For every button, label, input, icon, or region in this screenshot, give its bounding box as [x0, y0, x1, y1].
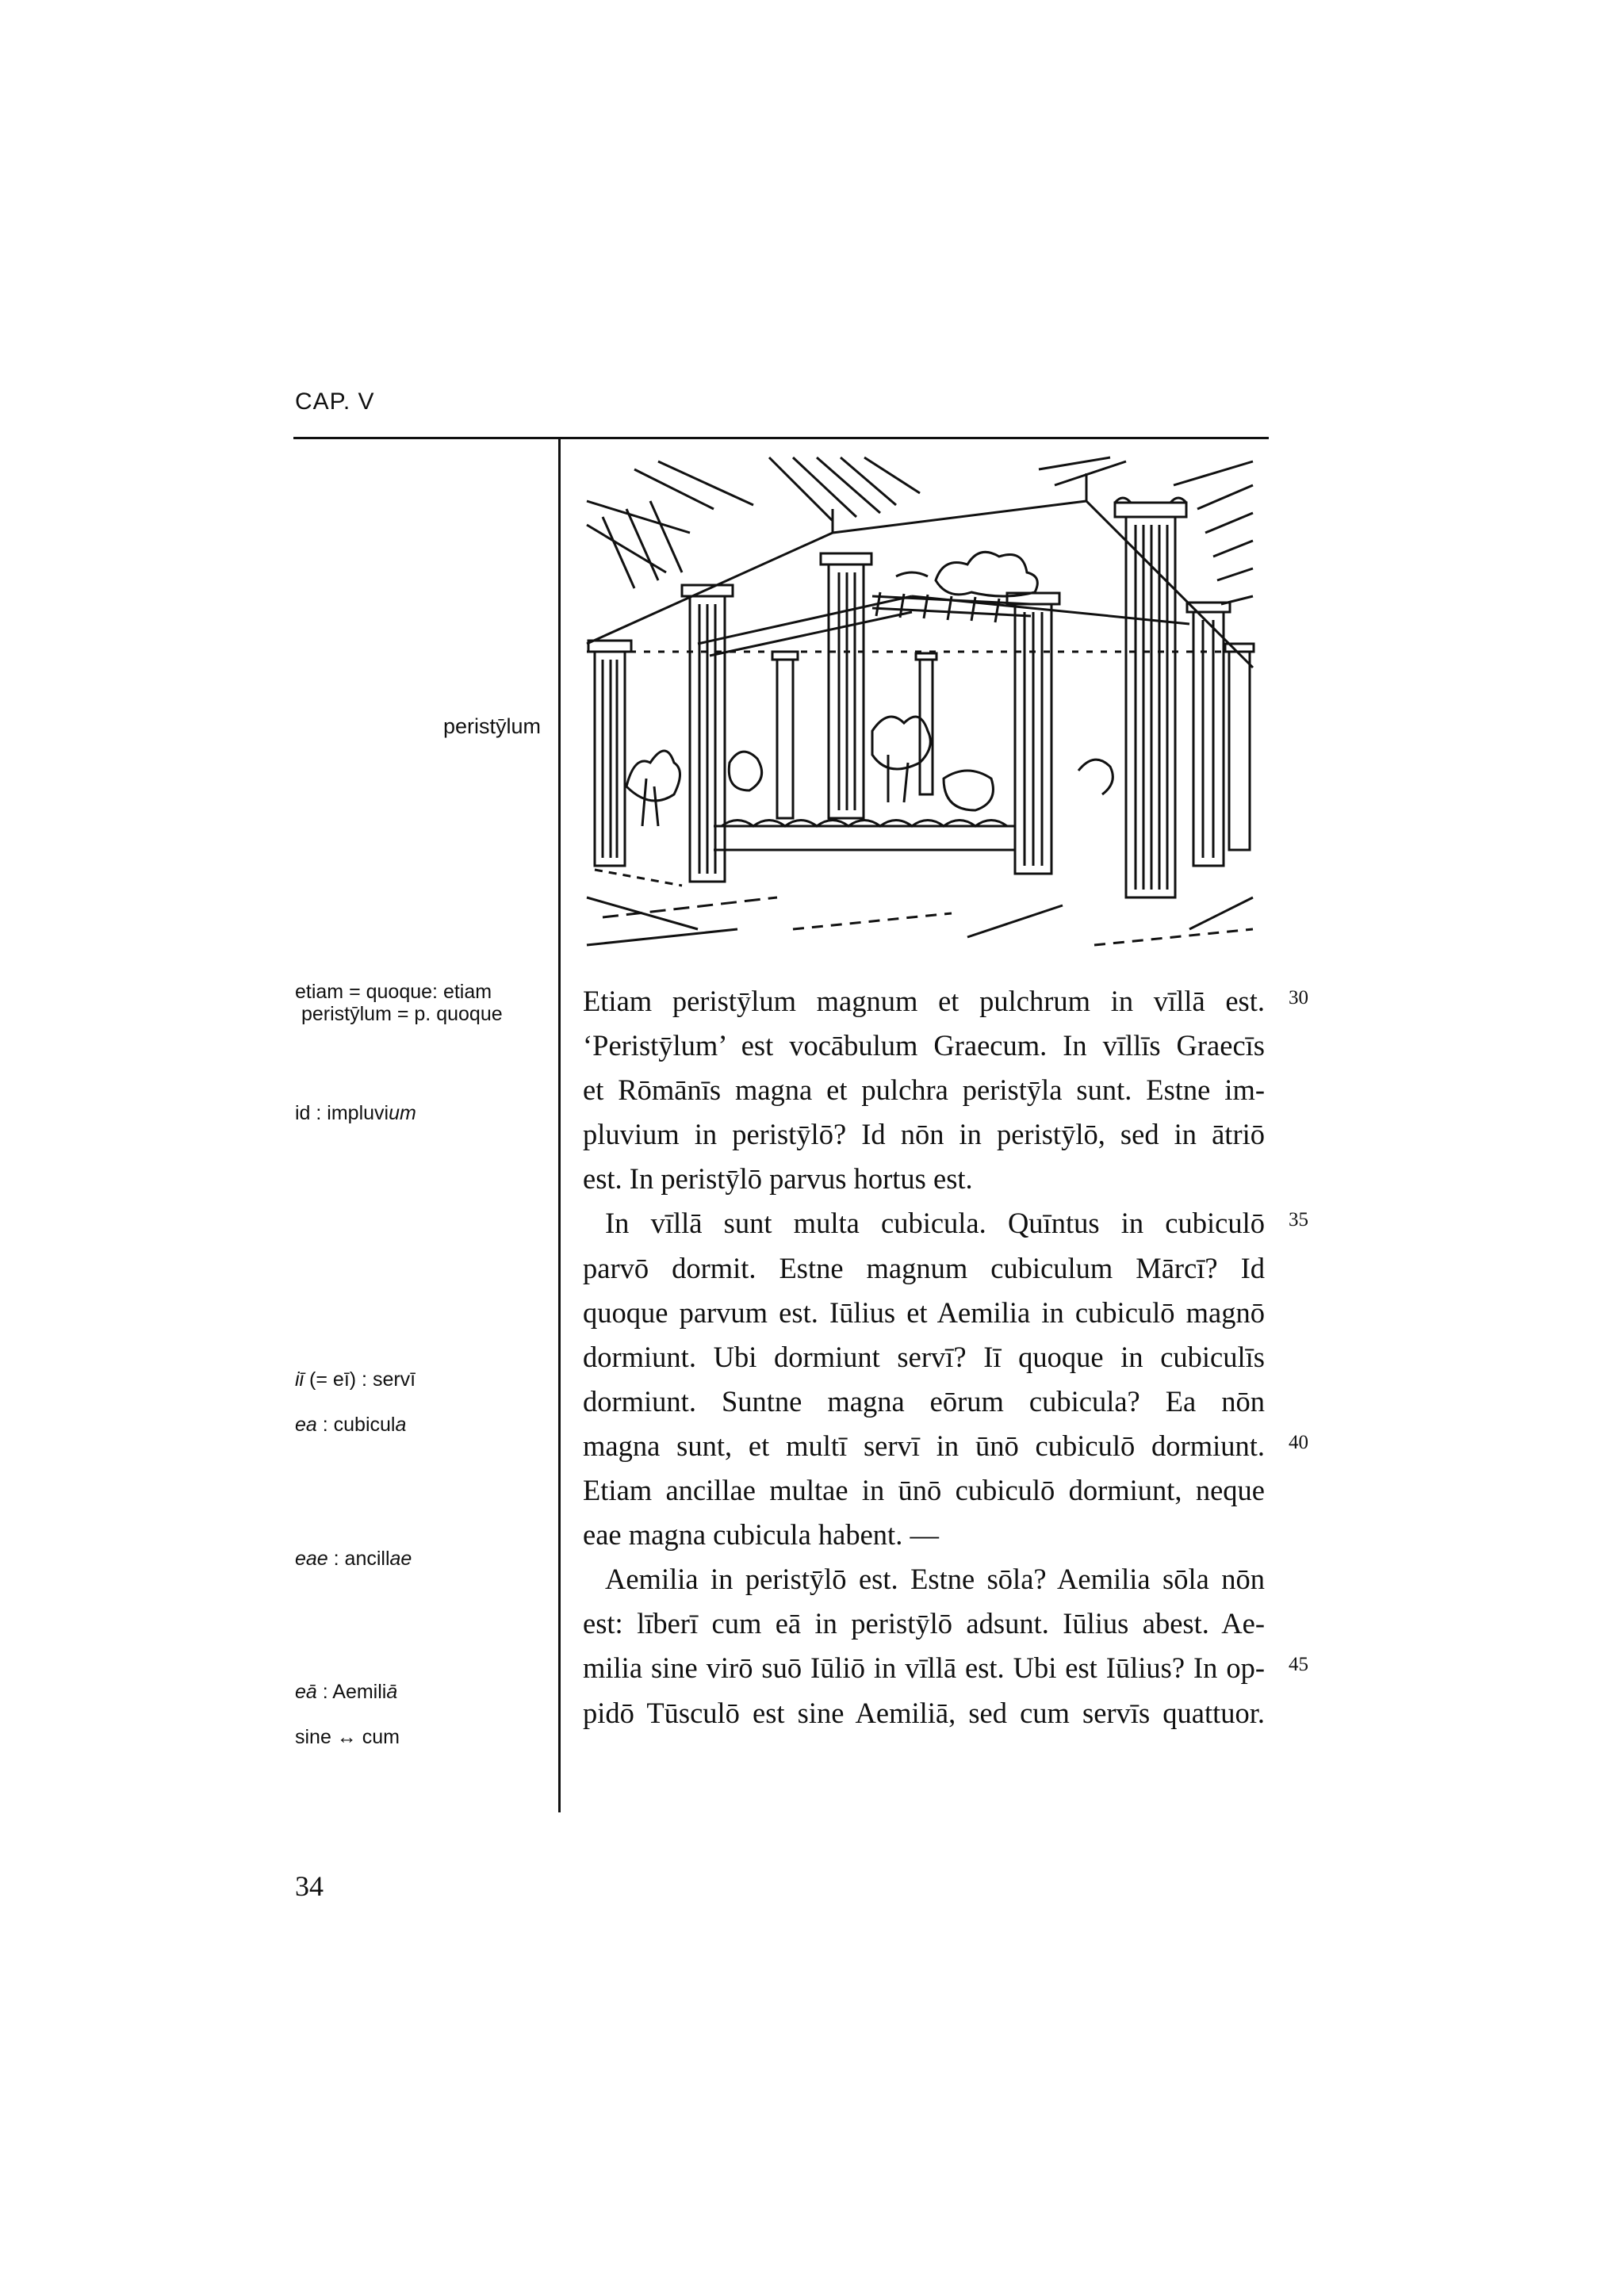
margin-note-eaabl-pronoun: eā: [295, 1681, 317, 1703]
text-line: dormiunt. Suntne magna eōrum cubicula? Ea nōn: [583, 1384, 1265, 1418]
text-line: pidō Tūsculō est sine Aemiliā, sed cum servīs quattuor.: [583, 1696, 1265, 1729]
text-line: Etiam peristȳlum magnum et pulchrum in vīllā est.: [583, 985, 1265, 1017]
margin-note-etiam-line2: peristȳlum = p. quoque: [301, 1003, 503, 1025]
text-line: est. In peristȳlō parvus hortus est.: [583, 1162, 973, 1196]
text-line: quoque parvum est. Iūlius et Aemilia in cubiculō magnō: [583, 1295, 1265, 1329]
text-line: parvō dormit. Estne magnum cubiculum Mārcī? Id: [583, 1251, 1265, 1284]
peristyle-illustration: [571, 453, 1269, 969]
margin-note-eae-ending: ae: [389, 1548, 412, 1570]
margin-note-ea-ablative: [295, 1681, 397, 1703]
text-line: Aemilia in peristȳlō est. Estne sōla? Aemilia sōla nōn: [605, 1563, 1265, 1596]
text-line: et Rōmānīs magna et pulchra peristȳla sunt. Estne im-: [583, 1073, 1265, 1107]
line-number: 30: [1289, 987, 1308, 1008]
margin-note-eae-text: : ancill: [327, 1548, 390, 1570]
text-line: Etiam ancillae multae in ūnō cubiculō dormiunt, neque: [583, 1474, 1265, 1507]
margin-note-ea-ending: a: [395, 1414, 407, 1436]
text-line: magna sunt, et multī servī in ūnō cubiculō dormiunt.: [583, 1429, 1265, 1462]
line-number: 40: [1289, 1432, 1308, 1453]
text-line: In vīllā sunt multa cubicula. Quīntus in cubiculō: [605, 1207, 1265, 1240]
reading-passage: [583, 979, 1265, 1735]
text-line: ‘Peristȳlum’ est vocābulum Graecum. In vīllīs Graecīs: [583, 1029, 1265, 1062]
margin-note-sine: sine ↔ cum: [295, 1726, 400, 1748]
margin-note-ii-pronoun: iī: [295, 1368, 304, 1391]
margin-note-ea-text: : cubicul: [316, 1414, 396, 1436]
margin-note-id: [295, 1102, 416, 1124]
margin-note-eae: [295, 1548, 412, 1570]
margin-note-eaabl-ending: ā: [386, 1681, 398, 1703]
margin-note-ea: [295, 1414, 406, 1436]
margin-note-ii: [295, 1368, 416, 1391]
line-number: 35: [1289, 1209, 1308, 1230]
text-line: pluvium in peristȳlō? Id nōn in peristȳlō, sed in ātriō: [583, 1118, 1265, 1151]
margin-note-ii-text: (= eī) : servī: [304, 1368, 416, 1391]
text-line: eae magna cubicula habent. —: [583, 1518, 939, 1552]
text-line: milia sine virō suō Iūliō in vīllā est. Ubi est Iūlius? In op-: [583, 1651, 1265, 1685]
margin-note-eae-pronoun: eae: [295, 1548, 328, 1570]
margin-note-etiam-line1: etiam = quoque: etiam: [295, 981, 492, 1003]
margin-note-eaabl-text: : Aemili: [316, 1681, 387, 1703]
column-divider: [558, 437, 561, 1812]
margin-note-id-ending: um: [389, 1102, 416, 1124]
margin-note-ea-pronoun: ea: [295, 1414, 317, 1436]
text-line: dormiunt. Ubi dormiunt servī? Iī quoque in cubiculīs: [583, 1340, 1265, 1373]
text-line: est: līberī cum eā in peristȳlō adsunt. Iūlius abest. Ae-: [583, 1607, 1265, 1640]
margin-note-id-text: id : impluvi: [295, 1102, 389, 1124]
page-number: 34: [295, 1870, 324, 1902]
margin-note-etiam: [295, 981, 503, 1025]
top-rule: [293, 437, 1269, 439]
illustration-label: peristȳlum: [442, 714, 541, 738]
chapter-heading: CAP. V: [295, 388, 375, 415]
line-number: 45: [1289, 1654, 1308, 1675]
